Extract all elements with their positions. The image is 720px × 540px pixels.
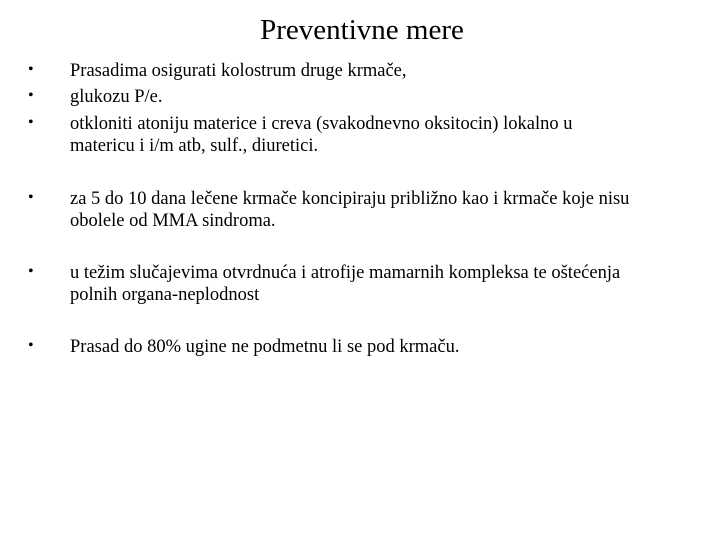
list-item <box>28 336 690 358</box>
list-item-text: za 5 do 10 dana lečene krmače koncipiraju približno kao i krmače koje nisu <box>70 189 630 209</box>
list-item <box>28 60 690 82</box>
list-item <box>28 188 690 232</box>
bullet-icon: • <box>28 114 34 131</box>
list-item <box>28 262 690 306</box>
list-item <box>28 86 690 108</box>
list-item-continuation: obolele od MMA sindroma. <box>70 211 276 231</box>
list-item-continuation: polnih organa-neplodnost <box>70 285 260 305</box>
slide-title: Preventivne mere <box>260 14 464 46</box>
bullet-icon: • <box>28 87 34 104</box>
list-item-text: otkloniti atoniju materice i creva (svakodnevno oksitocin) lokalno u <box>70 114 573 134</box>
list-item-text: u težim slučajevima otvrdnuća i atrofije mamarnih kompleksa te oštećenja <box>70 263 621 283</box>
bullet-icon: • <box>28 337 34 354</box>
list-item-text: glukozu P/e. <box>70 87 163 107</box>
bullet-icon: • <box>28 189 34 206</box>
bullet-icon: • <box>28 61 34 78</box>
list-item-text: Prasad do 80% ugine ne podmetnu li se pod krmaču. <box>70 337 460 357</box>
list-item-text: Prasadima osigurati kolostrum druge krmače, <box>70 61 407 81</box>
list-item <box>28 113 690 157</box>
bullet-icon: • <box>28 263 34 280</box>
list-item-continuation: matericu i i/m atb, sulf., diuretici. <box>70 136 319 156</box>
